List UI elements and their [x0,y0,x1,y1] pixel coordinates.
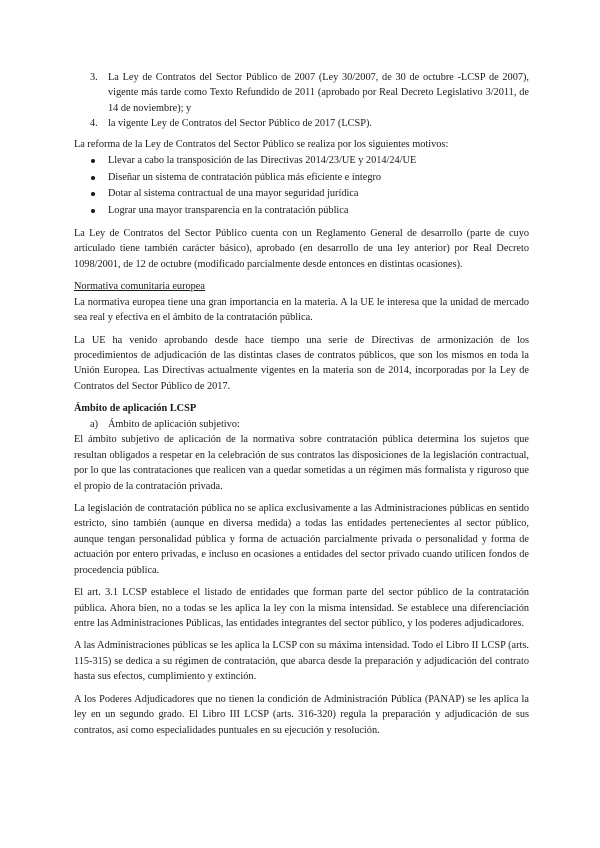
bullet-icon [91,209,95,213]
paragraph-ambito-1: El ámbito subjetivo de aplicación de la normativa sobre contratación pública determina los sujetos que resultan obligados a respetar en la celebración de sus contratos las disposiciones de la legislación contractual, por lo que las contrataciones que realicen van a quedar sometidas a un régimen más formalista y riguroso que el propio de la contratación privada. [74,434,529,492]
list-item: Dotar al sistema contractual de una mayor seguridad jurídica [74,186,529,201]
paragraph-ambito-3: El art. 3.1 LCSP establece el listado de entidades que forman parte del sector público de la contratación pública. Ahora bien, no a todas se les aplica la ley con la misma intensidad. Se establece una diferenciación entre las Administraciones Públicas, las entidades integrantes del sector público, y los poderes adjudicadores. [74,587,529,629]
paragraph-ambito-2: La legislación de contratación pública no se aplica exclusivamente a las Administraciones públicas en sentido estricto, sino también (aunque en diversa medida) a todas las entidades pertenecientes al sector público, aunque tengan personalidad pública y forma de actuación parcialmente privada o personalidad y forma de actuación por entero privadas, e incluso en ocasiones a entidades del sector privado cuando utilicen fondos de procedencia pública. [74,502,529,576]
heading-normativa: Normativa comunitaria europea [74,281,205,293]
bullet-icon [91,159,95,163]
reform-intro: La reforma de la Ley de Contratos del Sector Público se realiza por los siguientes motivos: [74,138,449,150]
list-text: La Ley de Contratos del Sector Público de 2007 (Ley 30/2007, de 30 de octubre -LCSP de 2007), vigente más tarde como Texto Refundido de 2011 (aprobado por Real Decreto Legislativo 3/2011, de 14 de noviembre); y [108,72,529,114]
list-number: 4. [90,118,98,130]
list-text: la vigente Ley de Contratos del Sector Público de 2017 (LCSP). [108,118,372,130]
list-item: Llevar a cabo la transposición de las Directivas 2014/23/UE y 2014/24/UE [74,153,529,168]
paragraph-normativa-1: La normativa europea tiene una gran importancia en la materia. A la UE le interesa que la unidad de mercado sea real y efectiva en el ámbito de la contratación pública. [74,296,529,324]
heading-ambito: Ámbito de aplicación LCSP [74,403,197,415]
sub-item-number: a) [90,418,98,430]
document-page [74,70,529,745]
numbered-list [74,70,529,132]
list-item [74,70,529,116]
paragraph-ambito-5: A los Poderes Adjudicadores que no tienen la condición de Administración Pública (PANAP) se les aplica la ley en un segundo grado. El Libro III LCSP (arts. 316-320) regula la preparación y adjudicación de sus contratos, así como especialidades puntuales en su ejecución y resolución. [74,693,529,736]
list-item [74,116,529,131]
paragraph-normativa-2: La UE ha venido aprobando desde hace tiempo una serie de Directivas de armonización de los procedimientos de adjudicación de las distintas clases de contratos públicos, que son los mismos en toda la Unión Europea. Las Directivas actualmente vigentes en la materia son de 2014, incorporadas por la Ley de Contratos del Sector Público de 2017. [74,334,529,392]
paragraph-reglamento: La Ley de Contratos del Sector Público cuenta con un Reglamento General de desarrollo (parte de cuyo articulado tiene también carácter básico), aprobado (en desarrollo de una ley anterior) por Real Decreto 1098/2001, de 12 de octubre (modificado parcialmente desde entonces en distintas ocasiones). [74,227,529,270]
sub-item-text: Ámbito de aplicación subjetivo: [108,418,240,430]
sub-item [74,417,529,432]
bullet-icon [91,176,95,180]
paragraph-ambito-4: A las Administraciones públicas se les aplica la LCSP con su máxima intensidad. Todo el Libro II LCSP (arts. 115-315) se dedica a su régimen de contratación, que abarca desde la preparación y adjudicación del contrato hasta sus efectos, cumplimiento y extinción. [74,640,529,683]
list-item: Lograr una mayor transparencia en la contratación pública [74,203,529,218]
bullet-icon [91,192,95,196]
bullet-list [74,153,529,218]
list-item: Diseñar un sistema de contratación pública más eficiente e íntegro [74,170,529,185]
list-number: 3. [90,72,98,83]
